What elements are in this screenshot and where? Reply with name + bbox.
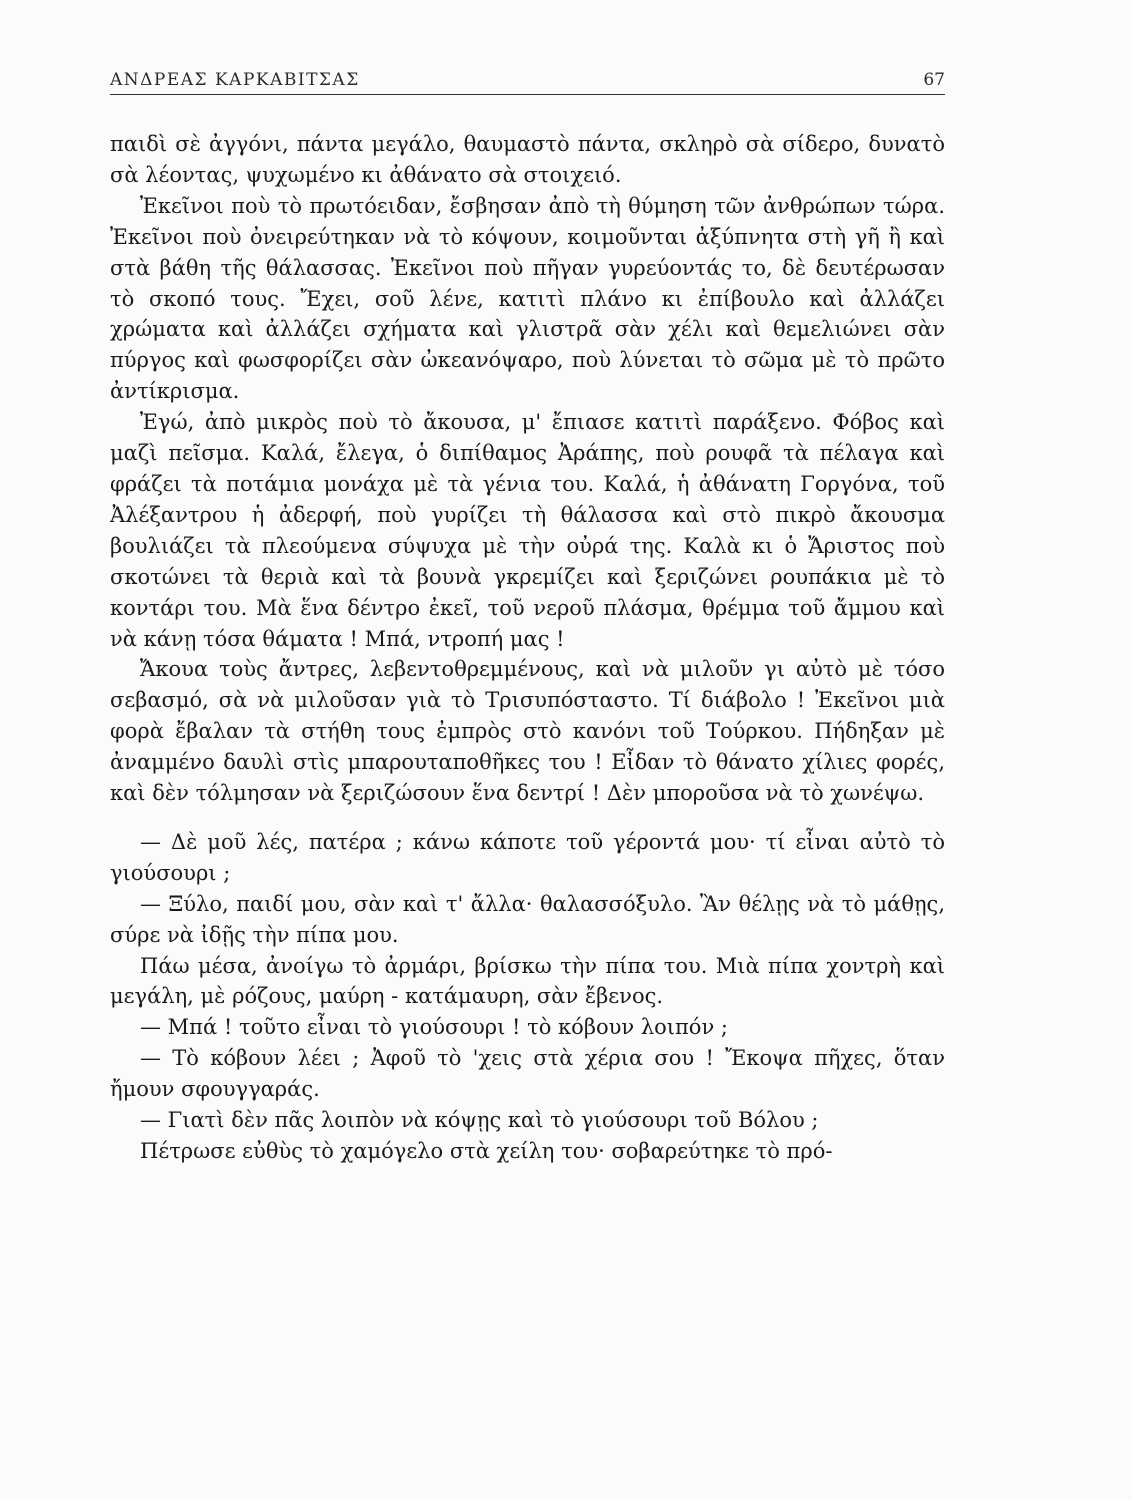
- body-text: [110, 129, 945, 1167]
- paragraph-4: Ἄκουα τοὺς ἄντρες, λεβεντοθρεμμένους, καὶ νὰ μιλοῦν γι αὐτὸ μὲ τόσο σεβασμό, σὰ νὰ μιλοῦσαν γιὰ τὸ Τρισυπόσταστο. Τί διάβολο ! Ἐκεῖνοι μιὰ φορὰ ἔβαλαν τὰ στήθη τους ἐμπρὸς στὸ κανόνι τοῦ Τούρκου. Πήδηξαν μὲ ἀναμμένο δαυλὶ στὶς μπαρουταποθῆκες του ! Εἶδαν τὸ θάνατο χίλιες φορές, καὶ δὲν τόλμησαν νὰ ξεριζώσουν ἕνα δεντρί ! Δὲν μποροῦσα νὰ τὸ χωνέψω.: [110, 657, 945, 806]
- dialogue-line-2: — Ξύλο, παιδί μου, σὰν καὶ τ' ἄλλα· θαλασσόξυλο. Ἂν θέλῃς νὰ τὸ μάθῃς, σύρε νὰ ἰδῇς τὴν πίπα μου.: [110, 891, 945, 947]
- dialogue-line-3: — Μπά ! τοῦτο εἶναι τὸ γιούσουρι ! τὸ κόβουν λοιπόν ;: [140, 1015, 728, 1040]
- paragraph-3: Ἐγώ, ἀπὸ μικρὸς ποὺ τὸ ἄκουσα, μ' ἔπιασε κατιτὶ παράξενο. Φόβος καὶ μαζὶ πεῖσμα. Καλά, ἔλεγα, ὁ διπίθαμος Ἀράπης, ποὺ ρουφᾶ τὰ πέλαγα καὶ φράζει τὰ ποτάμια μονάχα μὲ τὰ γένια του. Καλά, ἡ ἀθάνατη Γοργόνα, τοῦ Ἀλέξαντρου ἡ ἀδερφή, ποὺ γυρίζει τὴ θάλασσα καὶ στὸ πικρὸ ἄκουσμα βουλιάζει τὰ πλεούμενα σύψυχα μὲ τὴν οὐρά της. Καλὰ κι ὁ Ἄριστος ποὺ σκοτώνει τὰ θεριὰ καὶ τὰ βουνὰ γκρεμίζει καὶ ξεριζώνει ρουπάκια μὲ τὸ κοντάρι του. Μὰ ἕνα δέντρο ἐκεῖ, τοῦ νεροῦ πλάσμα, θρέμμα τοῦ ἄμμου καὶ νὰ κάνῃ τόσα θάματα ! Μπά, ντροπή μας !: [110, 410, 945, 651]
- paragraph-2: Ἐκεῖνοι ποὺ τὸ πρωτόειδαν, ἔσβησαν ἀπὸ τὴ θύμηση τῶν ἀνθρώπων τώρα. Ἐκεῖνοι ποὺ ὀνειρεύτηκαν νὰ τὸ κόψουν, κοιμοῦνται ἀξύπνητα στὴ γῆ ἢ καὶ στὰ βάθη τῆς θάλασσας. Ἐκεῖνοι ποὺ πῆγαν γυρεύοντάς το, δὲ δευτέρωσαν τὸ σκοπό τους. Ἔχει, σοῦ λένε, κατιτὶ πλάνο κι ἐπίβουλο καὶ ἀλλάζει χρώματα καὶ ἀλλάζει σχήματα καὶ γλιστρᾶ σὰν χέλι καὶ θεμελιώνει σὰν πύργος καὶ φωσφορίζει σὰν ὠκεανόψαρο, ποὺ λύνεται τὸ σῶμα μὲ τὸ πρῶτο ἀντίκρισμα.: [110, 193, 945, 404]
- paragraph-5: Πάω μέσα, ἀνοίγω τὸ ἀρμάρι, βρίσκω τὴν πίπα του. Μιὰ πίπα χοντρὴ καὶ μεγάλη, μὲ ρόζους, μαύρη - κατάμαυρη, σὰν ἔβενος.: [110, 953, 945, 1009]
- dialogue-line-5: — Γιατὶ δὲν πᾶς λοιπὸν νὰ κόψῃς καὶ τὸ γιούσουρι τοῦ Βόλου ;: [140, 1108, 819, 1133]
- dialogue-line-1: — Δὲ μοῦ λές, πατέρα ; κάνω κάποτε τοῦ γέροντά μου· τί εἶναι αὐτὸ τὸ γιούσουρι ;: [110, 829, 945, 885]
- dialogue-line-4: — Τὸ κόβουν λέει ; Ἀφοῦ τὸ 'χεις στὰ χέρια σου ! Ἔκοψα πῆχες, ὅταν ἤμουν σφουγγαράς.: [110, 1046, 945, 1102]
- page-number: 67: [923, 70, 945, 90]
- running-title: ΑΝΔΡΕΑΣ ΚΑΡΚΑΒΙΤΣΑΣ: [110, 70, 360, 90]
- paragraph-1: παιδὶ σὲ ἀγγόνι, πάντα μεγάλο, θαυμαστὸ πάντα, σκληρὸ σὰ σίδερο, δυνατὸ σὰ λέοντας, ψυχωμένο κι ἀθάνατο σὰ στοιχειό.: [110, 132, 945, 187]
- book-page: [110, 70, 945, 1167]
- running-header: [110, 70, 945, 95]
- paragraph-6: Πέτρωσε εὐθὺς τὸ χαμόγελο στὰ χείλη του· σοβαρεύτηκε τὸ πρό-: [140, 1139, 833, 1163]
